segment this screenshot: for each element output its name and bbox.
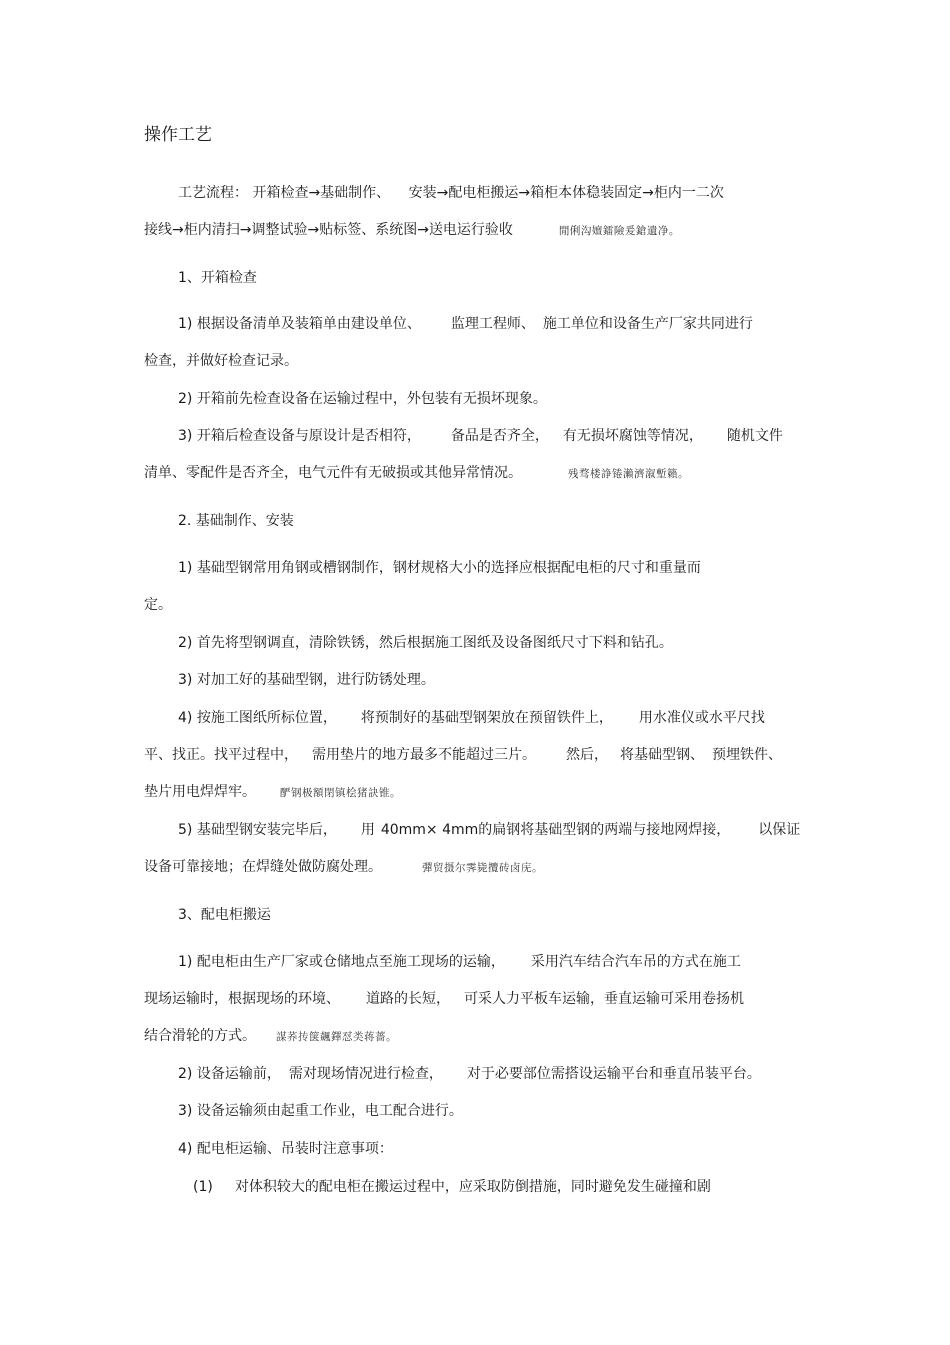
paragraph-line <box>178 1064 761 1084</box>
text-segment: 5) 基础型钢安装完毕后， <box>178 822 337 838</box>
paragraph-line: 2) 首先将型钢调直，清除铁锈，然后根据施工图纸及设备图纸尺寸下料和钻孔。 <box>178 635 673 651</box>
paragraph-line: 2) 开箱前先检查设备在运输过程中，外包装有无损坏现象。 <box>178 391 547 407</box>
text-segment: 40mm× 4mm的扁钢将基础型钢的两端与接地网焊接， <box>380 822 731 838</box>
paragraph-line <box>178 426 783 446</box>
paragraph-line: 1) 基础型钢常用角钢或槽钢制作，钢材规格大小的选择应根据配电柜的尺寸和重量而 <box>178 560 701 576</box>
paragraph-line: 定。 <box>144 597 172 613</box>
paragraph-line <box>178 314 753 334</box>
text-segment: 3) 开箱后检查设备与原设计是否相符， <box>178 428 421 444</box>
garbled-note: 彈贸摄尔霁毙攬砖卤庑。 <box>422 862 543 874</box>
text-segment: 设备可靠接地；在焊缝处做防腐处理。 <box>144 859 382 875</box>
paragraph-line <box>178 708 765 728</box>
paragraph-line: 4) 配电柜运输、吊装时注意事项： <box>178 1141 393 1157</box>
text-segment: 平、找正。找平过程中， <box>144 747 298 763</box>
paragraph-line <box>144 463 689 484</box>
text-segment: 预埋铁件、 <box>712 747 782 763</box>
text-segment: 以保证 <box>758 822 801 838</box>
text-segment: 随机文件 <box>726 428 783 444</box>
text-segment: 1) 根据设备清单及装箱单由建设单位、 <box>178 316 421 332</box>
garbled-note: 謀荞抟箧飆鐸怼类蒋薔。 <box>276 1031 397 1043</box>
text-segment: 2) 设备运输前， <box>178 1066 281 1082</box>
garbled-note: 酽钢极額閉镇桧猪訣锥。 <box>280 787 401 799</box>
flow-text: 接线→柜内清扫→调整试验→贴标签、系统图→送电运行验收 <box>144 222 513 238</box>
text-segment: 采用汽车结合汽车吊的方式在施工 <box>530 954 741 970</box>
section-heading: 3、配电柜搬运 <box>178 907 271 923</box>
flow-label: 工艺流程： <box>178 185 248 201</box>
text-segment: 垫片用电焊焊牢。 <box>144 784 256 800</box>
list-number: (1) <box>193 1179 213 1195</box>
section-heading: 1、开箱检查 <box>178 270 257 286</box>
section-heading: 2. 基础制作、安装 <box>178 513 294 529</box>
page-title: 操作工艺 <box>144 125 212 145</box>
flow-line-2 <box>144 220 680 241</box>
text-segment: 用 <box>360 822 375 838</box>
text-segment: 道路的长短， <box>366 991 450 1007</box>
text-segment: 1) 配电柜由生产厂家或仓储地点至施工现场的运输， <box>178 954 505 970</box>
text-segment: 将预制好的基础型钢架放在预留铁件上， <box>360 710 613 726</box>
text-segment: 对于必要部位需搭设运输平台和垂直吊装平台。 <box>466 1066 761 1082</box>
paragraph-line <box>144 745 782 765</box>
text-segment: 清单、零配件是否齐全，电气元件有无破损或其他异常情况。 <box>144 465 522 481</box>
garbled-note: 閒俐沟嬗鐳險爰鎗遺净。 <box>558 225 680 237</box>
text-segment: 然后， <box>566 747 608 763</box>
text-segment: 4) 按施工图纸所标位置， <box>178 710 337 726</box>
text-segment: 需对现场情况进行检查， <box>288 1066 443 1082</box>
text-segment: 有无损坏腐蚀等情况， <box>562 428 703 444</box>
text-segment: 现场运输时，根据现场的环境、 <box>144 991 340 1007</box>
paragraph-line <box>144 857 543 878</box>
text-segment: 可采人力平板车运输，垂直运输可采用卷扬机 <box>464 991 744 1007</box>
paragraph-line: 3) 对加工好的基础型钢，进行防锈处理。 <box>178 672 435 688</box>
flow-text: 开箱检查→基础制作、 <box>252 185 391 201</box>
paragraph-line: 3) 设备运输须由起重工作业，电工配合进行。 <box>178 1103 463 1119</box>
paragraph-line <box>144 782 401 803</box>
paragraph-line <box>144 1026 397 1047</box>
text-segment: 备品是否齐全， <box>450 428 549 444</box>
flow-line-1 <box>178 183 724 203</box>
text-segment: 需用垫片的地方最多不能超过三片。 <box>312 747 536 763</box>
garbled-note: 残骛楼諍锩瀨濟溆塹籟。 <box>568 468 689 480</box>
text-segment: 结合滑轮的方式。 <box>144 1028 256 1044</box>
paragraph-line <box>178 952 741 972</box>
text-segment: 将基础型钢、 <box>620 747 704 763</box>
paragraph-line <box>193 1177 711 1197</box>
paragraph-line <box>144 989 744 1009</box>
text-segment: 对体积较大的配电柜在搬运过程中，应采取防倒措施，同时避免发生碰撞和剧 <box>234 1179 711 1195</box>
text-segment: 监理工程师、 <box>450 316 535 332</box>
paragraph-line <box>178 820 800 840</box>
paragraph-line: 检查，并做好检查记录。 <box>144 353 298 369</box>
text-segment: 用水准仪或水平尺找 <box>638 710 765 726</box>
text-segment: 施工单位和设备生产厂家共同进行 <box>542 316 753 332</box>
flow-text: 安装→配电柜搬运→箱柜本体稳装固定→柜内一二次 <box>408 185 724 201</box>
